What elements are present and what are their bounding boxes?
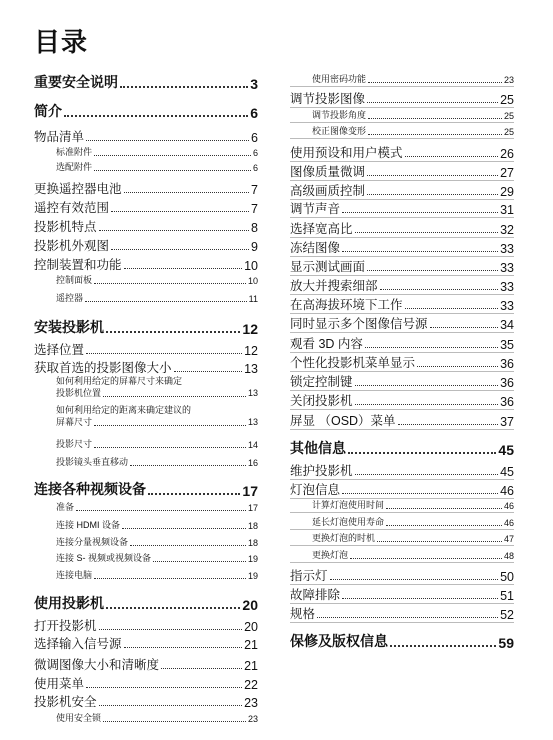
toc-entry[interactable]: [290, 498, 514, 511]
toc-entry[interactable]: [34, 634, 258, 652]
toc-leader-dots: [342, 493, 498, 494]
toc-leader-dots: [120, 86, 248, 88]
toc-page-number: 51: [500, 589, 514, 603]
toc-leader-dots: [124, 647, 243, 648]
toc-entry[interactable]: [290, 480, 514, 498]
toc-leader-dots: [365, 347, 498, 348]
toc-leader-dots: [317, 617, 498, 618]
toc-page-number: 18: [247, 538, 258, 548]
toc-entry-title: 计算灯泡使用时间: [312, 500, 385, 510]
toc-entry[interactable]: [34, 551, 258, 564]
toc-page-number: 33: [500, 280, 514, 294]
toc-entry-title: 显示测试画面: [290, 260, 366, 274]
divider: [290, 217, 514, 218]
divider: [290, 256, 514, 257]
toc-entry-title: 使用菜单: [34, 677, 85, 691]
toc-entry-title: 其他信息: [290, 440, 346, 456]
toc-entry-title: 调节投影图像: [290, 92, 366, 106]
toc-entry-title: 同时显示多个图像信号源: [290, 317, 428, 331]
toc-leader-dots: [367, 102, 498, 103]
toc-page-number: 33: [500, 242, 514, 256]
toc-leader-dots: [148, 493, 240, 495]
toc-entry[interactable]: [34, 236, 258, 254]
toc-leader-dots: [355, 232, 499, 233]
toc-entry-title: 选择宽高比: [290, 222, 353, 236]
toc-page-number: 19: [247, 571, 258, 581]
toc-entry[interactable]: [290, 238, 514, 256]
divider: [290, 529, 514, 530]
toc-entry[interactable]: [290, 461, 514, 479]
toc-entry[interactable]: [290, 143, 514, 161]
divider: [290, 352, 514, 353]
toc-page-number: 20: [244, 620, 258, 634]
toc-leader-dots: [398, 424, 499, 425]
toc-leader-dots: [367, 270, 498, 271]
toc-entry[interactable]: [34, 711, 258, 724]
toc-leader-dots: [355, 474, 499, 475]
divider: [290, 603, 514, 604]
toc-page-number: 26: [500, 147, 514, 161]
toc-entry[interactable]: [290, 314, 514, 332]
toc-entry-title: 重要安全说明: [34, 74, 118, 90]
toc-entry[interactable]: [34, 455, 258, 468]
toc-entry[interactable]: [34, 198, 258, 216]
toc-leader-dots: [85, 301, 247, 302]
toc-entry-title: 故障排除: [290, 588, 341, 602]
toc-leader-dots: [153, 561, 246, 562]
divider: [290, 107, 514, 108]
toc-page-number: 10: [244, 259, 258, 273]
toc-leader-dots: [111, 211, 249, 212]
toc-page-number: 25: [500, 93, 514, 107]
toc-page-number: 45: [498, 442, 514, 458]
toc-page-number: 36: [500, 376, 514, 390]
toc-entry[interactable]: [290, 295, 514, 313]
toc-page-number: 25: [503, 111, 514, 121]
toc-page-number: 31: [500, 203, 514, 217]
toc-entry-title: 遥控器: [56, 293, 84, 303]
toc-page-number: 17: [242, 483, 258, 499]
toc-leader-dots: [380, 289, 499, 290]
toc-entry-title: 如何利用给定的屏幕尺寸来确定: [56, 376, 183, 386]
toc-leader-dots: [174, 371, 243, 372]
toc-entry[interactable]: [290, 257, 514, 275]
toc-leader-dots: [106, 331, 240, 333]
toc-page-number: 23: [244, 696, 258, 710]
toc-page-number: 20: [242, 597, 258, 613]
toc-entry-title: 观看 3D 内容: [290, 337, 363, 351]
toc-entry[interactable]: [290, 108, 514, 121]
divider: [290, 180, 514, 181]
toc-entry-title: 物品清单: [34, 130, 85, 144]
toc-leader-dots: [86, 140, 249, 141]
toc-page-number: 25: [503, 127, 514, 137]
toc-entry-title: 投影镜头垂直移动: [56, 457, 129, 467]
toc-entry[interactable]: [290, 124, 514, 137]
toc-page-number: 32: [500, 223, 514, 237]
toc-entry-title: 规格: [290, 607, 316, 621]
toc-page-number: 13: [247, 417, 258, 427]
toc-entry-title: 更换灯泡: [312, 550, 349, 560]
toc-page-number: 22: [244, 678, 258, 692]
divider: [290, 332, 514, 333]
toc-leader-dots: [103, 396, 246, 397]
toc-leader-dots: [103, 721, 246, 722]
toc-leader-dots: [86, 353, 242, 354]
toc-page-number: 52: [500, 608, 514, 622]
toc-entry-title: 打开投影机: [34, 619, 97, 633]
toc-entry-title: 调节投影角度: [312, 110, 367, 120]
toc-page-number: 46: [500, 484, 514, 498]
toc-entry[interactable]: [34, 692, 258, 710]
toc-entry-title: 锁定控制键: [290, 375, 353, 389]
toc-entry-title: 选择位置: [34, 343, 85, 357]
toc-page-number: 18: [247, 521, 258, 531]
toc-entry-title: 校正图像变形: [312, 126, 367, 136]
toc-page-number: 6: [252, 148, 258, 158]
toc-leader-dots: [99, 230, 250, 231]
toc-leader-dots: [368, 134, 502, 135]
toc-leader-dots: [94, 425, 246, 426]
toc-entry-title: 如何利用给定的距离来确定建议的: [56, 405, 192, 415]
toc-entry-title: 高级画质控制: [290, 184, 366, 198]
divider: [290, 498, 514, 499]
toc-page-number: 12: [244, 344, 258, 358]
toc-leader-dots: [430, 327, 499, 328]
toc-leader-dots: [367, 175, 498, 176]
toc-page-number: 21: [244, 659, 258, 673]
divider: [290, 545, 514, 546]
toc-entry-title: 控制面板: [56, 275, 93, 285]
toc-leader-dots: [99, 705, 243, 706]
toc-leader-dots: [161, 668, 242, 669]
toc-entry[interactable]: [290, 89, 514, 107]
toc-entry[interactable]: [34, 518, 258, 531]
toc-leader-dots: [350, 558, 502, 559]
toc-entry[interactable]: [34, 674, 258, 692]
toc-leader-dots: [342, 598, 498, 599]
toc-page-number: 33: [500, 261, 514, 275]
toc-leader-dots: [405, 308, 499, 309]
toc-entry-title: 简介: [34, 103, 62, 119]
toc-entry-title: 选择输入信号源: [34, 637, 122, 651]
divider: [290, 294, 514, 295]
toc-entry-title: 使用密码功能: [312, 74, 367, 84]
toc-entry[interactable]: [290, 219, 514, 237]
toc-leader-dots: [94, 170, 251, 171]
toc-page-number: 36: [500, 395, 514, 409]
toc-entry-title: 遥控有效范围: [34, 201, 110, 215]
toc-entry[interactable]: [290, 531, 514, 544]
toc-page-number: 13: [247, 388, 258, 398]
toc-entry-title: 获取首选的投影图像大小: [34, 361, 172, 375]
toc-entry[interactable]: [290, 72, 514, 85]
toc-page-number: 6: [250, 105, 258, 121]
toc-leader-dots: [124, 268, 243, 269]
toc-entry-title: 投影机安全: [34, 695, 97, 709]
toc-entry-title: 选配附件: [56, 162, 93, 172]
toc-section[interactable]: [290, 438, 514, 458]
toc-entry[interactable]: [290, 515, 514, 528]
toc-leader-dots: [342, 212, 498, 213]
toc-leader-dots: [405, 156, 499, 157]
toc-page-number: 37: [500, 415, 514, 429]
toc-entry[interactable]: [34, 437, 258, 450]
toc-page-number: 23: [503, 75, 514, 85]
toc-entry-title: 连接 S- 视频或视频设备: [56, 553, 152, 563]
toc-entry[interactable]: [34, 255, 258, 273]
toc-page-number: 33: [500, 299, 514, 313]
divider: [290, 313, 514, 314]
toc-page-number: 14: [247, 440, 258, 450]
toc-entry-title: 维护投影机: [290, 464, 353, 478]
toc-leader-dots: [386, 525, 502, 526]
divider: [290, 199, 514, 200]
toc-leader-dots: [99, 629, 243, 630]
toc-page-number: 9: [251, 240, 258, 254]
toc-page-number: 7: [251, 202, 258, 216]
toc-section[interactable]: [34, 479, 258, 499]
toc-page-number: 34: [500, 318, 514, 332]
divider: [290, 86, 514, 87]
toc-page-number: 7: [251, 183, 258, 197]
toc-page-number: 16: [247, 458, 258, 468]
toc-leader-dots: [130, 465, 246, 466]
toc-entry[interactable]: [34, 535, 258, 548]
toc-page-number: 27: [500, 166, 514, 180]
toc-entry[interactable]: [290, 199, 514, 217]
toc-page-number: 11: [248, 294, 258, 304]
toc-entry-title: 使用投影机: [34, 595, 104, 611]
toc-entry-title: 准备: [56, 502, 75, 512]
divider: [290, 390, 514, 391]
toc-leader-dots: [94, 155, 251, 156]
toc-leader-dots: [124, 192, 250, 193]
toc-entry[interactable]: [290, 604, 514, 622]
toc-leader-dots: [342, 251, 498, 252]
toc-entry-title: 更换遥控器电池: [34, 182, 122, 196]
toc-entry-title: 放大并搜索细部: [290, 279, 378, 293]
toc-leader-dots: [386, 508, 502, 509]
toc-entry-title: 在高海拔环境下工作: [290, 298, 403, 312]
toc-page-number: 10: [247, 276, 258, 286]
toc-leader-dots: [130, 545, 246, 546]
toc-page-number: 45: [500, 465, 514, 479]
toc-page-number: 19: [247, 554, 258, 564]
toc-entry-title: 使用预设和用户模式: [290, 146, 403, 160]
toc-leader-dots: [355, 404, 499, 405]
toc-entry[interactable]: [290, 162, 514, 180]
toc-page-number: 35: [500, 338, 514, 352]
toc-entry[interactable]: [34, 500, 258, 513]
divider: [290, 138, 514, 139]
toc-page-number: 46: [503, 518, 514, 528]
divider: [290, 622, 514, 623]
divider: [290, 122, 514, 123]
toc-section[interactable]: [290, 631, 514, 651]
toc-page-number: 3: [250, 76, 258, 92]
toc-entry-title: 灯泡信息: [290, 483, 341, 497]
toc-entry[interactable]: [290, 334, 514, 352]
toc-entry[interactable]: [34, 217, 258, 235]
toc-entry-title: 投影机特点: [34, 220, 97, 234]
toc-section[interactable]: [34, 72, 258, 92]
toc-page-number: 13: [244, 362, 258, 376]
toc-entry[interactable]: [34, 340, 258, 358]
toc-leader-dots: [111, 249, 249, 250]
toc-entry[interactable]: [290, 411, 514, 429]
toc-entry[interactable]: [290, 372, 514, 390]
toc-entry-title: 连接各种视频设备: [34, 481, 146, 497]
toc-page-number: 46: [503, 501, 514, 511]
toc-section[interactable]: [34, 101, 258, 121]
toc-entry[interactable]: [34, 273, 258, 286]
toc-leader-dots: [377, 541, 502, 542]
toc-entry-title: 使用安全锁: [56, 713, 102, 723]
toc-entry[interactable]: [34, 291, 258, 304]
toc-entry-title-cont: 屏幕尺寸: [56, 417, 93, 427]
toc-page-number: 6: [252, 163, 258, 173]
toc-entry[interactable]: [290, 353, 514, 371]
toc-entry[interactable]: [34, 404, 258, 428]
divider: [290, 584, 514, 585]
toc-leader-dots: [348, 452, 496, 454]
toc-entry-title: 投影机外观图: [34, 239, 110, 253]
divider: [290, 161, 514, 162]
toc-entry-title: 个性化投影机菜单显示: [290, 356, 416, 370]
toc-entry[interactable]: [290, 548, 514, 561]
toc-leader-dots: [64, 115, 248, 117]
toc-page-number: 50: [500, 570, 514, 584]
toc-entry-title: 关闭投影机: [290, 394, 353, 408]
toc-leader-dots: [330, 579, 499, 580]
toc-entry-title: 微调图像大小和清晰度: [34, 658, 160, 672]
toc-entry-title: 控制装置和功能: [34, 258, 122, 272]
toc-entry[interactable]: [290, 566, 514, 584]
toc-entry-title-cont: 投影机位置: [56, 388, 102, 398]
toc-leader-dots: [355, 385, 499, 386]
toc-entry[interactable]: [290, 391, 514, 409]
toc-entry-title: 指示灯: [290, 569, 328, 583]
page-title: 目录: [34, 27, 89, 57]
toc-page-number: 23: [247, 714, 258, 724]
toc-entry[interactable]: [290, 181, 514, 199]
toc-entry-title: 延长灯泡使用寿命: [312, 517, 385, 527]
toc-entry-title: 更换灯泡的时机: [312, 533, 376, 543]
divider: [290, 237, 514, 238]
toc-leader-dots: [106, 607, 240, 609]
toc-page-number: 59: [498, 635, 514, 651]
toc-entry-title: 图像质量微调: [290, 165, 366, 179]
toc-entry[interactable]: [290, 585, 514, 603]
toc-entry-title: 安装投影机: [34, 319, 104, 335]
toc-entry[interactable]: [34, 179, 258, 197]
toc-leader-dots: [94, 283, 246, 284]
toc-leader-dots: [367, 194, 498, 195]
toc-entry[interactable]: [34, 358, 258, 376]
toc-entry-title: 连接 HDMI 设备: [56, 520, 120, 530]
toc-leader-dots: [417, 366, 498, 367]
toc-leader-dots: [122, 528, 246, 529]
toc-entry-title: 调节声音: [290, 202, 341, 216]
toc-entry-title: 连接电脑: [56, 570, 93, 580]
toc-page-number: 6: [251, 131, 258, 145]
toc-section[interactable]: [34, 317, 258, 337]
toc-leader-dots: [86, 687, 242, 688]
toc-entry-title: 标准附件: [56, 147, 93, 157]
toc-page-number: 17: [247, 503, 258, 513]
toc-entry[interactable]: [34, 160, 258, 173]
toc-entry[interactable]: [34, 127, 258, 145]
toc-leader-dots: [368, 118, 502, 119]
toc-entry-title: 连接分量视频设备: [56, 537, 129, 547]
toc-page-number: 8: [251, 221, 258, 235]
divider: [290, 512, 514, 513]
toc-entry[interactable]: [34, 375, 258, 399]
toc-page-number: 29: [500, 185, 514, 199]
toc-leader-dots: [76, 510, 246, 511]
divider: [290, 479, 514, 480]
toc-leader-dots: [94, 447, 246, 448]
toc-entry[interactable]: [34, 568, 258, 581]
toc-entry-title: 冻结图像: [290, 241, 341, 255]
toc-page-number: 48: [503, 551, 514, 561]
toc-leader-dots: [94, 578, 246, 579]
toc-entry[interactable]: [34, 145, 258, 158]
toc-page-number: 12: [242, 321, 258, 337]
toc-section[interactable]: [34, 593, 258, 613]
toc-entry[interactable]: [290, 276, 514, 294]
divider: [290, 371, 514, 372]
divider: [290, 429, 514, 430]
toc-entry[interactable]: [34, 616, 258, 634]
toc-entry[interactable]: [34, 655, 258, 673]
toc-entry-title: 保修及版权信息: [290, 633, 388, 649]
toc-entry-title: 投影尺寸: [56, 439, 93, 449]
toc-entry-title: 屏显 （OSD）菜单: [290, 414, 396, 428]
divider: [290, 409, 514, 410]
toc-leader-dots: [390, 645, 496, 647]
toc-leader-dots: [368, 82, 502, 83]
toc-page-number: 21: [244, 638, 258, 652]
divider: [290, 275, 514, 276]
toc-page-number: 47: [503, 534, 514, 544]
divider: [290, 562, 514, 563]
toc-page-number: 36: [500, 357, 514, 371]
